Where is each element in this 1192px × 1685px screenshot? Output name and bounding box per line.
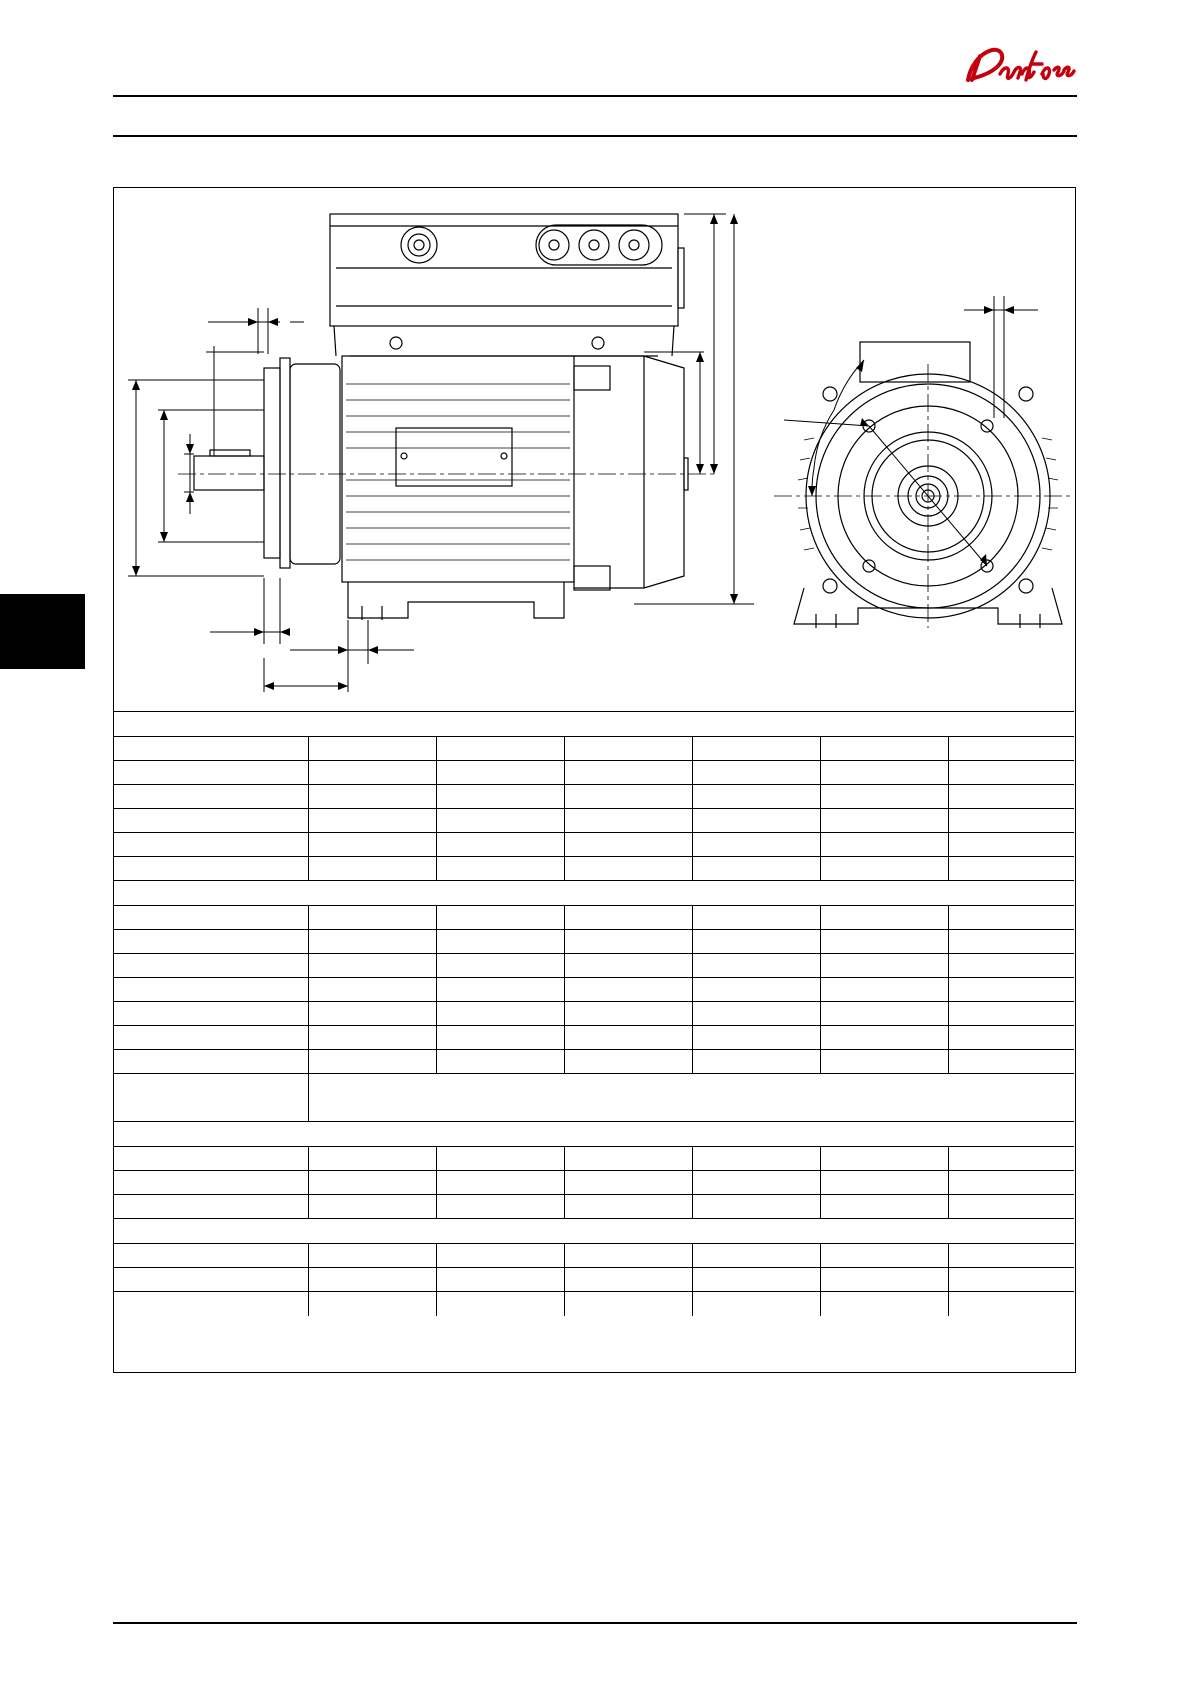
table-cell bbox=[564, 930, 692, 954]
table-cell bbox=[114, 1268, 308, 1292]
table-cell bbox=[564, 833, 692, 857]
table-cell bbox=[114, 737, 308, 761]
table-cell bbox=[820, 1244, 948, 1268]
table-row bbox=[114, 737, 1074, 761]
table-cell bbox=[564, 1002, 692, 1026]
motor-dimension-drawing bbox=[114, 188, 1074, 711]
table-cell bbox=[948, 737, 1074, 761]
table-cell bbox=[948, 785, 1074, 809]
dimension-lines-side bbox=[128, 214, 754, 692]
table-cell bbox=[820, 1195, 948, 1219]
table-cell bbox=[436, 1244, 564, 1268]
table-cell bbox=[820, 785, 948, 809]
table-cell bbox=[436, 978, 564, 1002]
table-cell bbox=[436, 1147, 564, 1171]
table-row bbox=[114, 761, 1074, 785]
table-cell bbox=[308, 857, 436, 881]
table-cell bbox=[436, 1002, 564, 1026]
table-row bbox=[114, 1147, 1074, 1171]
table-cell bbox=[820, 1026, 948, 1050]
table-cell bbox=[948, 1171, 1074, 1195]
table-cell bbox=[948, 954, 1074, 978]
cable-gland-icon bbox=[401, 227, 437, 263]
table-cell bbox=[114, 881, 1074, 906]
table-cell bbox=[308, 1244, 436, 1268]
table-cell bbox=[820, 1268, 948, 1292]
table-cell bbox=[564, 978, 692, 1002]
table-section-header bbox=[114, 881, 1074, 906]
table-cell bbox=[692, 761, 820, 785]
table-cell bbox=[114, 1026, 308, 1050]
table-cell bbox=[692, 785, 820, 809]
table-row bbox=[114, 1195, 1074, 1219]
table-cell bbox=[692, 906, 820, 930]
table-cell bbox=[564, 1244, 692, 1268]
table-cell bbox=[114, 785, 308, 809]
table-cell bbox=[308, 785, 436, 809]
table-row bbox=[114, 1002, 1074, 1026]
table-cell bbox=[564, 737, 692, 761]
table-cell bbox=[308, 1171, 436, 1195]
table-cell bbox=[692, 1050, 820, 1074]
table-row bbox=[114, 906, 1074, 930]
table-cell bbox=[114, 1171, 308, 1195]
table-cell bbox=[692, 1195, 820, 1219]
table-cell bbox=[564, 954, 692, 978]
table-cell bbox=[114, 1195, 308, 1219]
table-row bbox=[114, 1074, 1074, 1122]
table-cell bbox=[308, 1002, 436, 1026]
table-cell bbox=[114, 1219, 1074, 1244]
table-cell bbox=[114, 712, 1074, 737]
table-cell bbox=[948, 1026, 1074, 1050]
table-cell bbox=[692, 737, 820, 761]
dimension-figure-frame bbox=[113, 187, 1076, 1373]
table-cell bbox=[948, 1195, 1074, 1219]
table-cell bbox=[948, 906, 1074, 930]
table-cell bbox=[948, 930, 1074, 954]
cable-gland-icon bbox=[619, 230, 649, 260]
table-cell bbox=[820, 1171, 948, 1195]
table-cell bbox=[564, 1050, 692, 1074]
table-section-header bbox=[114, 1219, 1074, 1244]
table-cell bbox=[948, 1244, 1074, 1268]
table-cell bbox=[820, 954, 948, 978]
table-cell bbox=[436, 785, 564, 809]
table-cell bbox=[114, 954, 308, 978]
cable-gland-icon bbox=[579, 230, 609, 260]
table-cell bbox=[308, 1292, 436, 1316]
table-cell bbox=[948, 1002, 1074, 1026]
table-cell bbox=[436, 1195, 564, 1219]
table-cell bbox=[948, 1050, 1074, 1074]
table-cell bbox=[436, 809, 564, 833]
table-cell bbox=[820, 906, 948, 930]
table-cell bbox=[436, 1171, 564, 1195]
table-row bbox=[114, 930, 1074, 954]
table-cell bbox=[820, 1147, 948, 1171]
table-cell bbox=[692, 1147, 820, 1171]
table-row bbox=[114, 1244, 1074, 1268]
table-cell bbox=[436, 833, 564, 857]
table-cell bbox=[436, 906, 564, 930]
table-cell bbox=[436, 1268, 564, 1292]
table-cell bbox=[308, 809, 436, 833]
table-cell bbox=[308, 1074, 1074, 1122]
table-cell bbox=[436, 857, 564, 881]
table-cell bbox=[820, 978, 948, 1002]
table-cell bbox=[114, 930, 308, 954]
table-cell bbox=[564, 857, 692, 881]
table-cell bbox=[692, 1026, 820, 1050]
table-row bbox=[114, 1026, 1074, 1050]
table-cell bbox=[436, 1026, 564, 1050]
table-cell bbox=[114, 1292, 308, 1316]
table-cell bbox=[692, 1171, 820, 1195]
table-cell bbox=[114, 1002, 308, 1026]
table-cell bbox=[114, 761, 308, 785]
table-row bbox=[114, 1268, 1074, 1292]
table-cell bbox=[436, 1292, 564, 1316]
chapter-tab-marker bbox=[0, 594, 85, 669]
table-cell bbox=[114, 1122, 1074, 1147]
table-cell bbox=[564, 809, 692, 833]
table-cell bbox=[308, 737, 436, 761]
table-cell bbox=[308, 1147, 436, 1171]
table-cell bbox=[308, 930, 436, 954]
table-cell bbox=[948, 857, 1074, 881]
table-cell bbox=[820, 809, 948, 833]
table-cell bbox=[692, 1268, 820, 1292]
motor-side-view bbox=[194, 214, 688, 620]
table-cell bbox=[564, 1292, 692, 1316]
table-row bbox=[114, 857, 1074, 881]
table-cell bbox=[308, 833, 436, 857]
table-cell bbox=[564, 1026, 692, 1050]
table-cell bbox=[308, 954, 436, 978]
table-cell bbox=[436, 1050, 564, 1074]
table-cell bbox=[820, 833, 948, 857]
table-cell bbox=[564, 1147, 692, 1171]
table-cell bbox=[948, 761, 1074, 785]
table-cell bbox=[308, 1050, 436, 1074]
table-cell bbox=[114, 1050, 308, 1074]
table-cell bbox=[308, 1195, 436, 1219]
table-row bbox=[114, 978, 1074, 1002]
table-row bbox=[114, 1292, 1074, 1316]
table-row bbox=[114, 1171, 1074, 1195]
danfoss-logo bbox=[962, 44, 1077, 86]
table-section-header bbox=[114, 1122, 1074, 1147]
table-cell bbox=[692, 1244, 820, 1268]
table-cell bbox=[948, 1268, 1074, 1292]
table-cell bbox=[564, 785, 692, 809]
table-cell bbox=[308, 1026, 436, 1050]
table-cell bbox=[436, 930, 564, 954]
table-cell bbox=[564, 1195, 692, 1219]
table-cell bbox=[114, 833, 308, 857]
table-cell bbox=[948, 978, 1074, 1002]
table-cell bbox=[692, 833, 820, 857]
table-cell bbox=[948, 1292, 1074, 1316]
table-cell bbox=[948, 809, 1074, 833]
table-cell bbox=[436, 954, 564, 978]
table-cell bbox=[692, 857, 820, 881]
table-cell bbox=[948, 1147, 1074, 1171]
table-cell bbox=[820, 857, 948, 881]
table-cell bbox=[564, 1268, 692, 1292]
table-cell bbox=[564, 761, 692, 785]
table-cell bbox=[692, 1002, 820, 1026]
table-cell bbox=[114, 1244, 308, 1268]
table-cell bbox=[948, 833, 1074, 857]
table-cell bbox=[114, 1147, 308, 1171]
table-section-header bbox=[114, 712, 1074, 737]
table-cell bbox=[436, 737, 564, 761]
table-cell bbox=[114, 1074, 308, 1122]
table-cell bbox=[564, 906, 692, 930]
table-cell bbox=[692, 954, 820, 978]
table-cell bbox=[308, 1268, 436, 1292]
dimension-lines-end bbox=[784, 296, 1038, 566]
table-row bbox=[114, 954, 1074, 978]
table-row bbox=[114, 785, 1074, 809]
table-cell bbox=[692, 978, 820, 1002]
table-cell bbox=[692, 1292, 820, 1316]
table-cell bbox=[308, 906, 436, 930]
table-cell bbox=[820, 1292, 948, 1316]
dimension-arrowheads-side bbox=[132, 214, 738, 690]
table-cell bbox=[436, 761, 564, 785]
table-cell bbox=[820, 1050, 948, 1074]
table-cell bbox=[820, 930, 948, 954]
table-cell bbox=[564, 1171, 692, 1195]
table-cell bbox=[308, 978, 436, 1002]
dimension-arrowheads-end bbox=[808, 306, 1014, 566]
table-row bbox=[114, 1050, 1074, 1074]
table-row bbox=[114, 809, 1074, 833]
table-cell bbox=[114, 978, 308, 1002]
table-cell bbox=[820, 737, 948, 761]
table-cell bbox=[820, 1002, 948, 1026]
table-row bbox=[114, 833, 1074, 857]
table-cell bbox=[114, 809, 308, 833]
table-cell bbox=[692, 930, 820, 954]
header-rule-top bbox=[113, 95, 1077, 97]
footer-rule bbox=[113, 1622, 1077, 1624]
cable-gland-icon bbox=[539, 230, 569, 260]
table-cell bbox=[692, 809, 820, 833]
table-cell bbox=[820, 761, 948, 785]
table-cell bbox=[114, 906, 308, 930]
dimension-spec-table bbox=[114, 711, 1074, 1316]
header-rule-bottom bbox=[113, 135, 1077, 137]
table-cell bbox=[308, 761, 436, 785]
table-cell bbox=[114, 857, 308, 881]
